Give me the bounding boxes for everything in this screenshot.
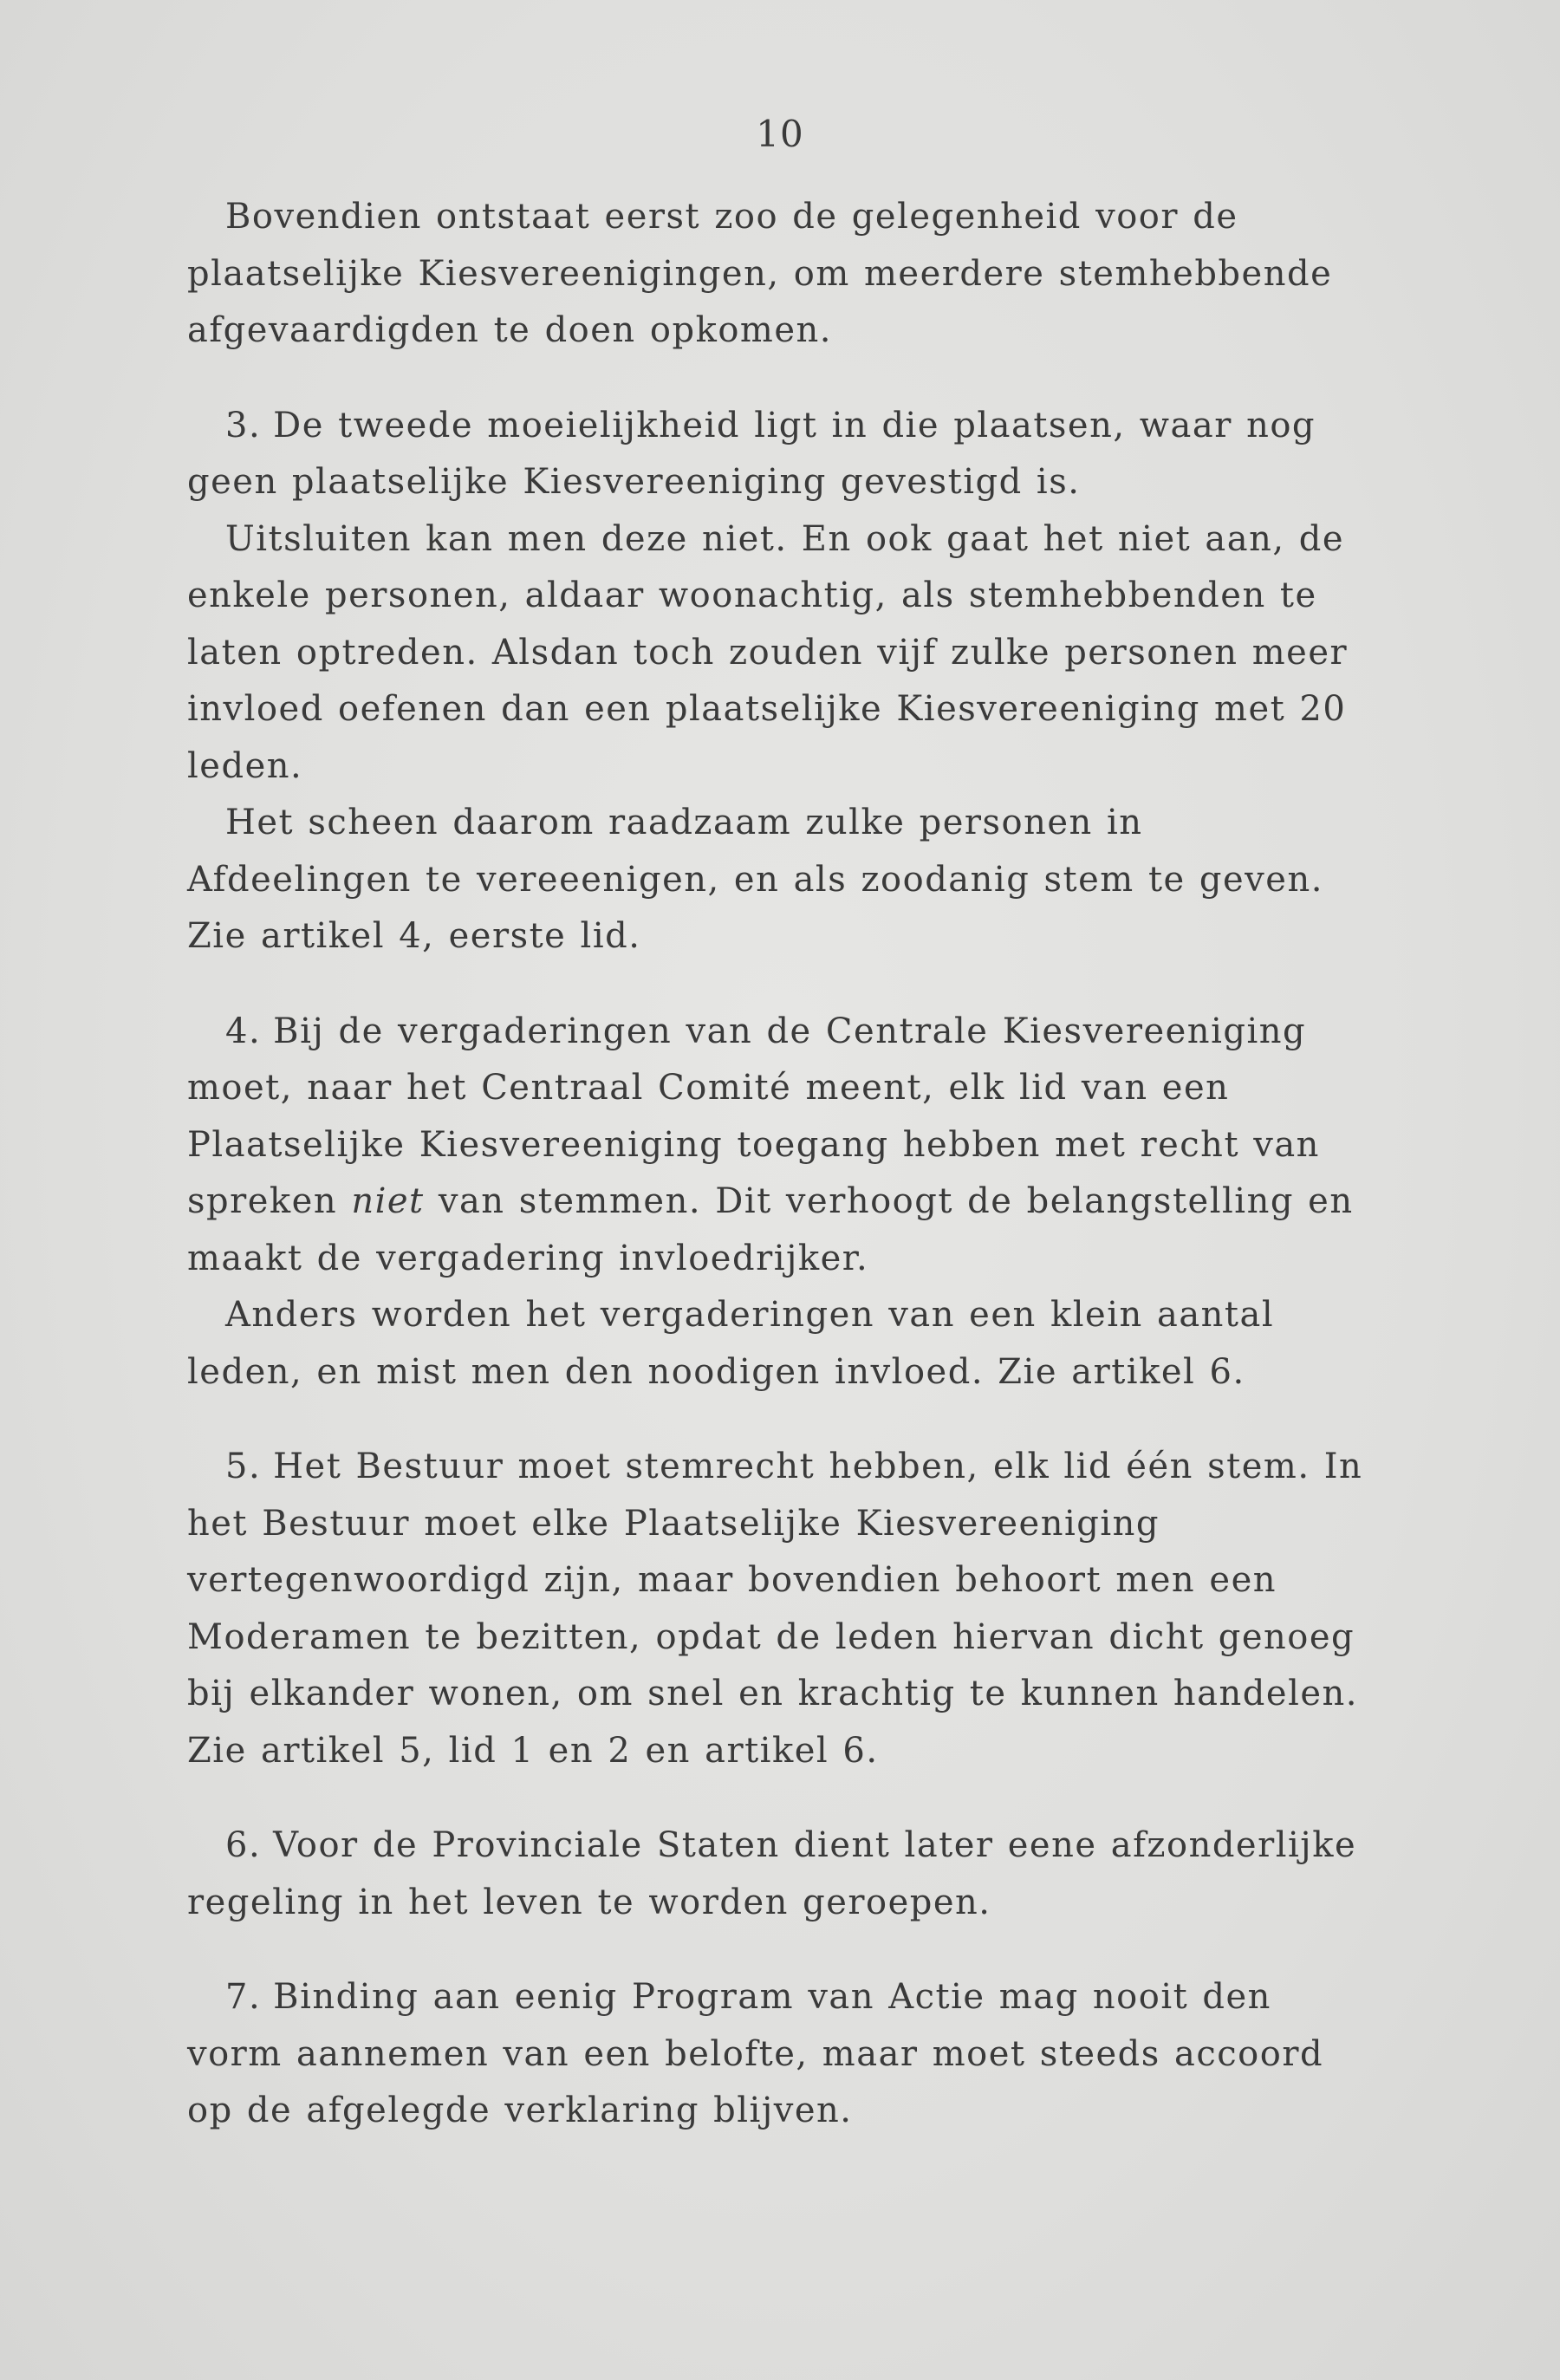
section-number: 4. bbox=[225, 1011, 262, 1051]
emphasized-word: niet bbox=[351, 1181, 425, 1221]
body-text bbox=[187, 189, 1376, 2178]
paragraph-text: Bij de vergaderingen van de Centrale Kiesvereeniging moet, naar het Centraal Comité meent, elk lid van een Plaatselijke Kiesvereeniging toegang hebben met recht van spreken bbox=[187, 1011, 1320, 1221]
section-4 bbox=[187, 1004, 1376, 1401]
paragraph: Anders worden het vergaderingen van een klein aantal leden, en mist men den noodigen invloed. Zie artikel 6. bbox=[187, 1295, 1275, 1392]
page-number: 10 bbox=[756, 113, 804, 155]
section-5 bbox=[187, 1439, 1376, 1779]
paragraph bbox=[187, 1439, 1376, 1779]
section-6 bbox=[187, 1818, 1376, 1931]
paragraph: Het scheen daarom raadzaam zulke personen in Afdeelingen te vereeenigen, en als zoodanig stem te geven. Zie artikel 4, eerste lid. bbox=[187, 803, 1323, 956]
paragraph: Bovendien ontstaat eerst zoo de gelegenheid voor de plaatselijke Kiesvereenigingen, om meerdere stemhebbende afgevaardigden te doen opkomen. bbox=[187, 197, 1333, 350]
section-7 bbox=[187, 1969, 1376, 2140]
section-number: 3. bbox=[225, 405, 262, 445]
paragraph-text: De tweede moeielijkheid ligt in die plaatsen, waar nog geen plaatselijke Kiesvereeniging gevestigd is. bbox=[187, 405, 1316, 502]
section-3 bbox=[187, 398, 1376, 966]
paragraph-text: Voor de Provinciale Staten dient later eene afzonderlijke regeling in het leven te worden geroepen. bbox=[187, 1825, 1357, 1922]
paragraph: Uitsluiten kan men deze niet. En ook gaat het niet aan, de enkele personen, aldaar woonachtig, als stemhebbenden te laten optreden. Alsdan toch zouden vijf zulke personen meer invloed oefenen dan een plaatselijke Kiesvereeniging met 20 leden. bbox=[187, 518, 1349, 786]
paragraph bbox=[187, 1004, 1376, 1288]
paragraph bbox=[187, 1818, 1376, 1931]
paragraph bbox=[187, 398, 1376, 511]
paragraph-text: Het Bestuur moet stemrecht hebben, elk lid één stem. In het Bestuur moet elke Plaatselijke Kiesvereeniging vertegenwoordigd zijn, maar bovendien behoort men een Moderamen te bezitten, opdat de leden hiervan dicht genoeg bij elkander wonen, om snel en krachtig te kunnen handelen. Zie artikel 5, lid 1 en 2 en artikel 6. bbox=[187, 1447, 1363, 1771]
paragraph bbox=[187, 1969, 1376, 2140]
paragraph-text: Binding aan eenig Program van Actie mag nooit den vorm aannemen van een belofte, maar moet steeds accoord op de afgelegde verklaring blijven. bbox=[187, 1977, 1324, 2130]
section-intro bbox=[187, 189, 1376, 360]
paragraph-text-continued: van stemmen. Dit verhoogt de belangstelling en maakt de vergadering invloedrijker. bbox=[187, 1181, 1354, 1278]
section-number: 5. bbox=[225, 1447, 262, 1486]
section-number: 7. bbox=[225, 1977, 262, 2017]
section-number: 6. bbox=[225, 1825, 262, 1865]
